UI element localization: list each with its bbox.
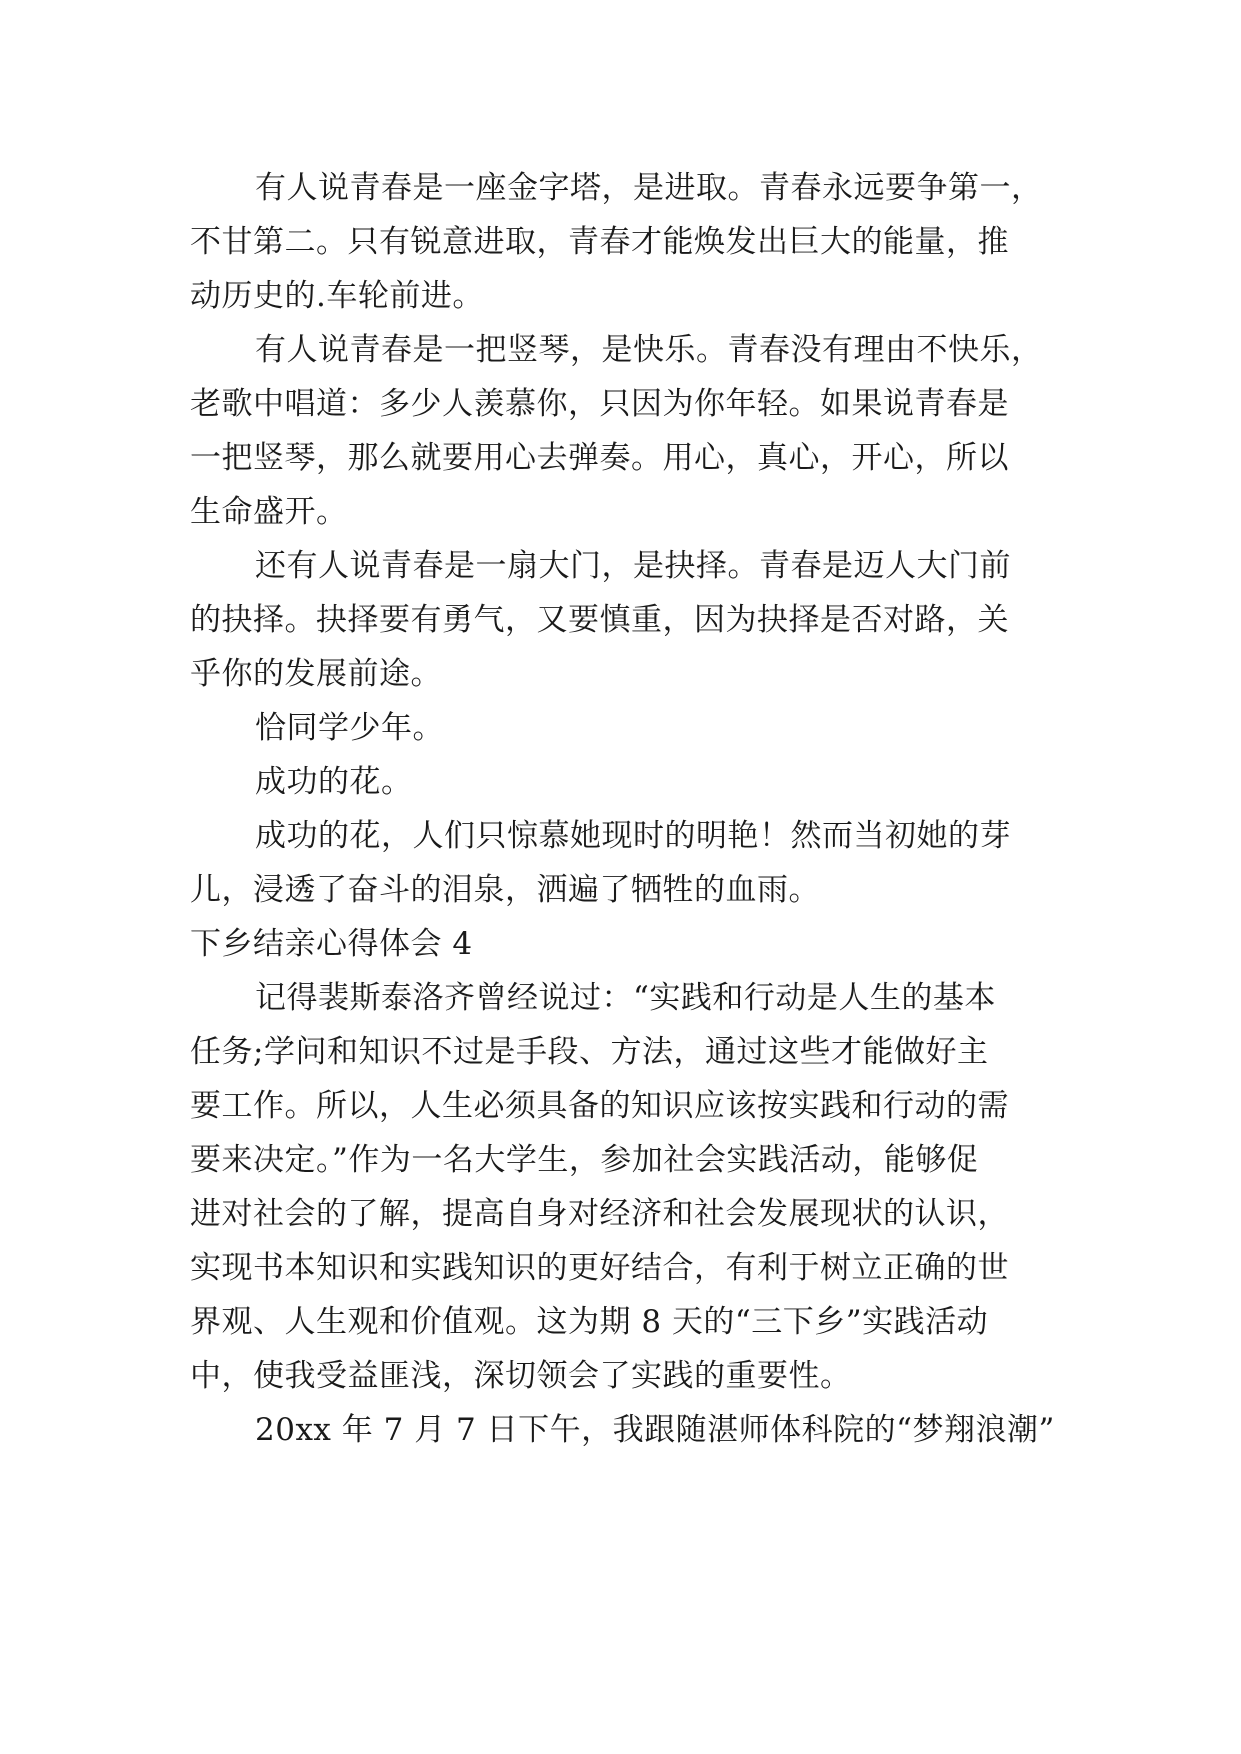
paragraph-line: 一把竖琴，那么就要用心去弹奏。用心，真心，开心，所以 <box>190 440 1009 476</box>
paragraph-line: 生命盛开。 <box>190 494 348 530</box>
paragraph-line: 的抉择。抉择要有勇气，又要慎重，因为抉择是否对路，关 <box>190 602 1009 638</box>
paragraph-line: 有人说青春是一把竖琴，是快乐。青春没有理由不快乐， <box>255 332 1043 368</box>
section-heading: 下乡结亲心得体会 4 <box>190 926 473 962</box>
paragraph-line: 中，使我受益匪浅，深切领会了实践的重要性。 <box>190 1358 852 1394</box>
paragraph-line: 还有人说青春是一扇大门，是抉择。青春是迈人大门前 <box>255 548 1011 584</box>
paragraph-line: 界观、人生观和价值观。这为期 8 天的“三下乡”实践活动 <box>190 1304 989 1340</box>
paragraph-line: 老歌中唱道：多少人羡慕你，只因为你年轻。如果说青春是 <box>190 386 1009 422</box>
paragraph-line: 实现书本知识和实践知识的更好结合，有利于树立正确的世 <box>190 1250 1009 1286</box>
paragraph-line: 恰同学少年。 <box>255 710 444 746</box>
paragraph-line: 动历史的.车轮前进。 <box>190 278 484 314</box>
paragraph-line: 要工作。所以，人生必须具备的知识应该按实践和行动的需 <box>190 1088 1009 1124</box>
paragraph-line: 要来决定。”作为一名大学生，参加社会实践活动，能够促 <box>190 1142 979 1178</box>
paragraph-line: 有人说青春是一座金字塔，是进取。青春永远要争第一， <box>255 170 1043 206</box>
paragraph-line: 不甘第二。只有锐意进取，青春才能焕发出巨大的能量，推 <box>190 224 1009 260</box>
paragraph-line: 乎你的发展前途。 <box>190 656 442 692</box>
paragraph-line: 成功的花。 <box>255 764 413 800</box>
paragraph-line: 儿，浸透了奋斗的泪泉，洒遍了牺牲的血雨。 <box>190 872 820 908</box>
paragraph-line: 任务;学问和知识不过是手段、方法，通过这些才能做好主 <box>190 1034 989 1070</box>
paragraph-line: 成功的花，人们只惊慕她现时的明艳！然而当初她的芽 <box>255 818 1011 854</box>
paragraph-line: 20xx 年 7 月 7 日下午，我跟随湛师体科院的“梦翔浪潮” <box>255 1412 1055 1448</box>
paragraph-line: 记得裴斯泰洛齐曾经说过：“实践和行动是人生的基本 <box>255 980 996 1016</box>
paragraph-line: 进对社会的了解，提高自身对经济和社会发展现状的认识， <box>190 1196 1009 1232</box>
